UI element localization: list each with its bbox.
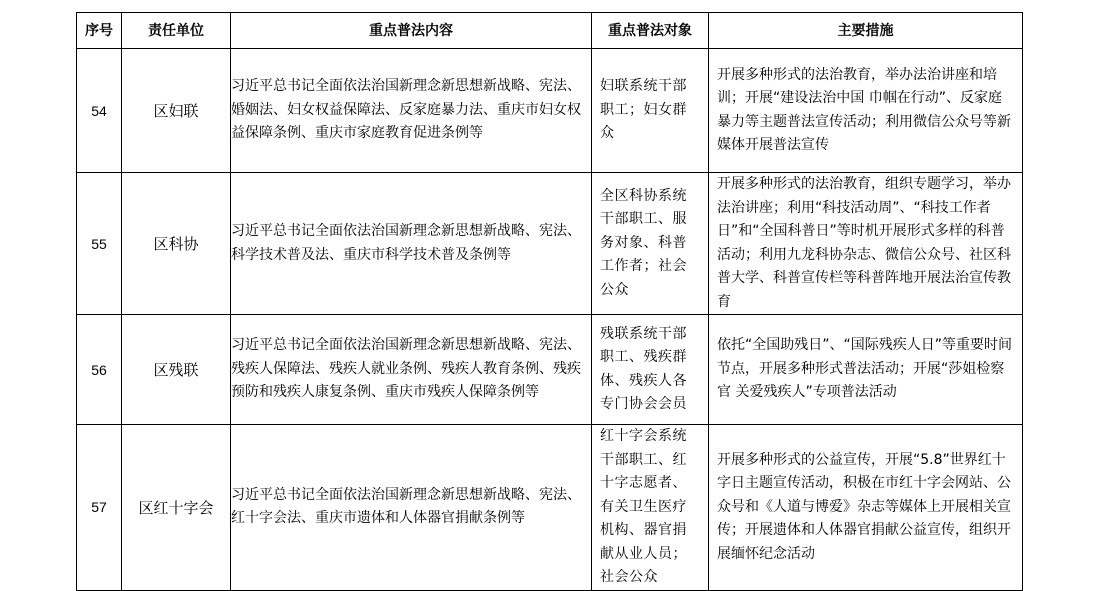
cell-unit: 区妇联 [122, 49, 231, 173]
cell-target: 残联系统干部职工、残疾群体、残疾人各专门协会会员 [592, 315, 709, 425]
cell-content: 习近平总书记全面依法治国新理念新思想新战略、宪法、残疾人保障法、残疾人就业条例、残疾人教育条例、残疾预防和残疾人康复条例、重庆市残疾人保障条例等 [231, 315, 592, 425]
cell-target: 红十字会系统干部职工、红十字志愿者、有关卫生医疗机构、器官捐献从业人员；社会公众 [592, 425, 709, 591]
cell-seq: 54 [77, 49, 122, 173]
cell-seq: 55 [77, 173, 122, 315]
header-seq: 序号 [77, 13, 122, 49]
cell-unit: 区红十字会 [122, 425, 231, 591]
table-row [77, 315, 1023, 425]
cell-unit: 区科协 [122, 173, 231, 315]
cell-measures: 开展多种形式的法治教育，组织专题学习，举办法治讲座；利用“科技活动周”、“科技工作者日”和“全国科普日”等时机开展形式多样的科普活动；利用九龙科协杂志、微信公众号、社区科普大学、科普宣传栏等科普阵地开展法治宣传教育 [709, 173, 1023, 315]
header-content: 重点普法内容 [231, 13, 592, 49]
table-row [77, 49, 1023, 173]
cell-unit: 区残联 [122, 315, 231, 425]
table-row [77, 425, 1023, 591]
table-header-row [77, 13, 1023, 49]
cell-seq: 57 [77, 425, 122, 591]
header-unit: 责任单位 [122, 13, 231, 49]
cell-measures: 开展多种形式的法治教育，举办法治讲座和培训；开展“建设法治中国 巾帼在行动”、反家庭暴力等主题普法宣传活动；利用微信公众号等新媒体开展普法宣传 [709, 49, 1023, 173]
cell-measures: 依托“全国助残日”、“国际残疾人日”等重要时间节点，开展多种形式普法活动；开展“莎姐检察官 关爱残疾人”专项普法活动 [709, 315, 1023, 425]
cell-target: 妇联系统干部职工；妇女群众 [592, 49, 709, 173]
header-target: 重点普法对象 [592, 13, 709, 49]
table-row [77, 173, 1023, 315]
cell-measures: 开展多种形式的公益宣传，开展“5.8”世界红十字日主题宣传活动，积极在市红十字会网站、公众号和《人道与博爱》杂志等媒体上开展相关宣传；开展遗体和人体器官捐献公益宣传，组织开展缅怀纪念活动 [709, 425, 1023, 591]
law-publicity-table [76, 12, 1023, 591]
cell-content: 习近平总书记全面依法治国新理念新思想新战略、宪法、婚姻法、妇女权益保障法、反家庭暴力法、重庆市妇女权益保障条例、重庆市家庭教育促进条例等 [231, 49, 592, 173]
cell-target: 全区科协系统干部职工、服务对象、科普工作者；社会公众 [592, 173, 709, 315]
header-measures: 主要措施 [709, 13, 1023, 49]
cell-content: 习近平总书记全面依法治国新理念新思想新战略、宪法、科学技术普及法、重庆市科学技术普及条例等 [231, 173, 592, 315]
cell-content: 习近平总书记全面依法治国新理念新思想新战略、宪法、红十字会法、重庆市遗体和人体器官捐献条例等 [231, 425, 592, 591]
cell-seq: 56 [77, 315, 122, 425]
